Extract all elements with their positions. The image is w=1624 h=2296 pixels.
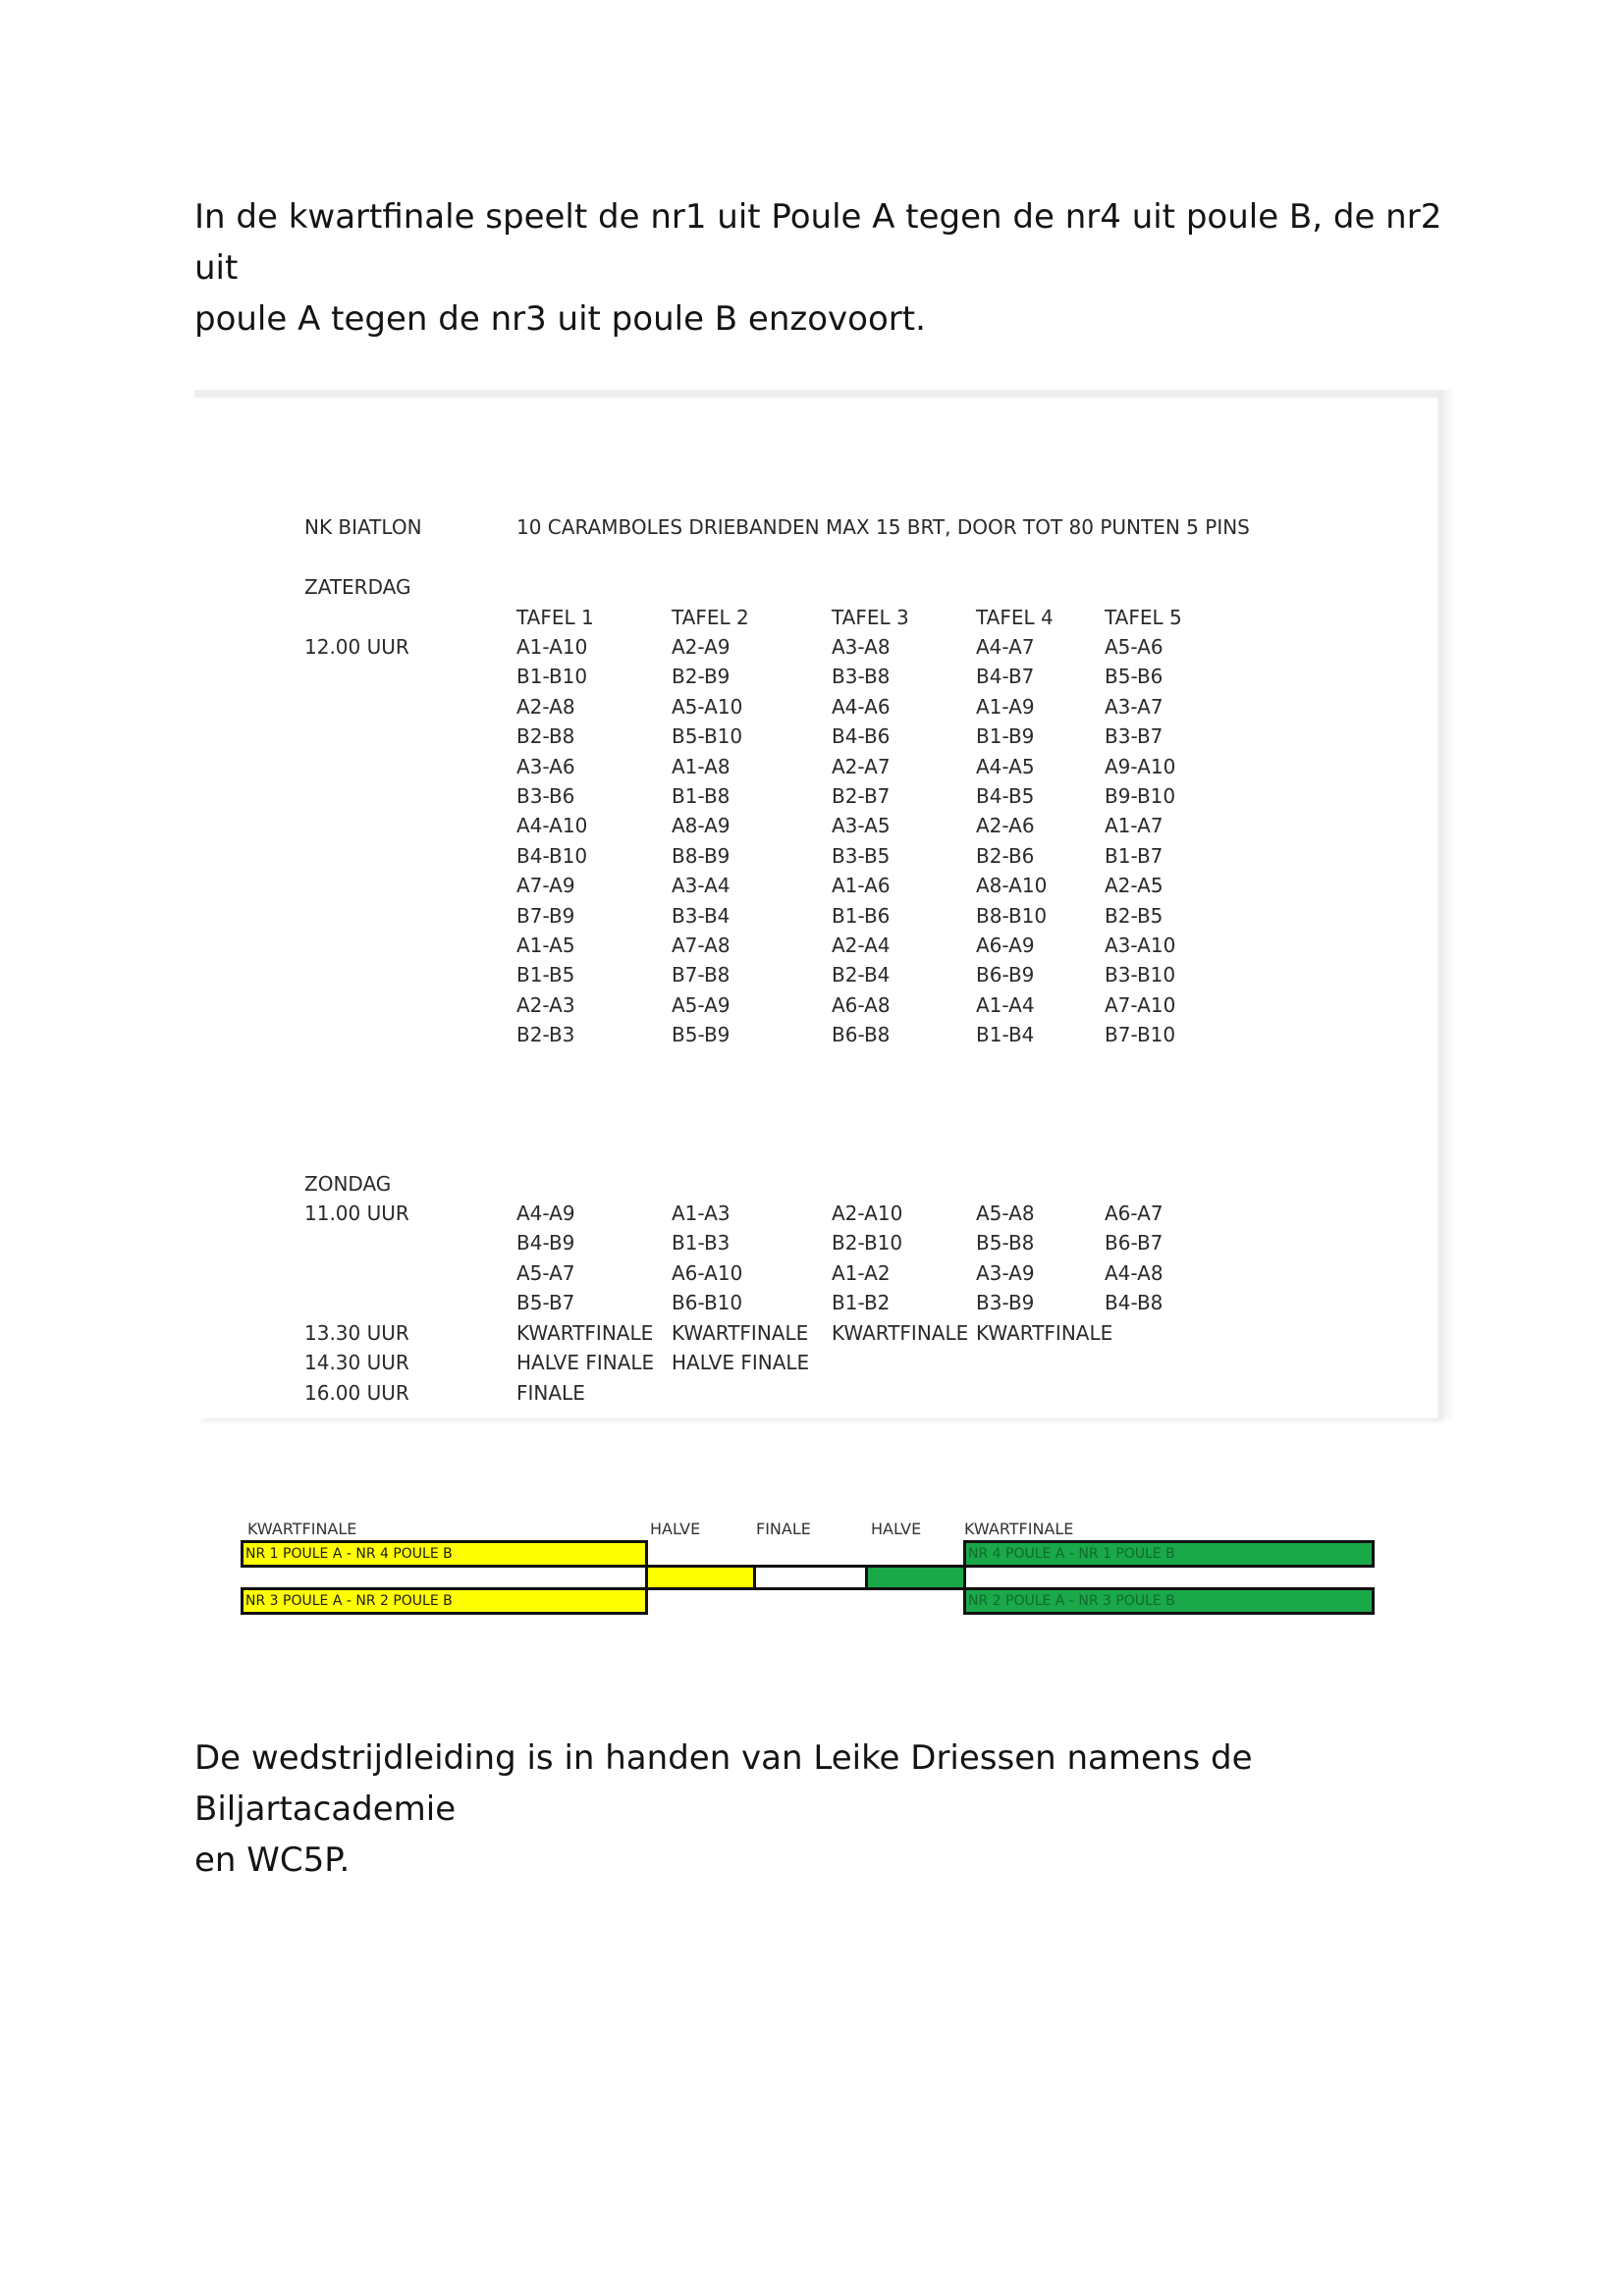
intro-line-2: poule A tegen de nr3 uit poule B enzovoort. [194,299,926,339]
schedule-title: NK BIATLON [304,515,422,539]
table-header-5: TAFEL 5 [1105,606,1182,629]
match-cell: B1-B3 [672,1231,731,1255]
match-cell: B4-B7 [976,665,1035,689]
match-cell: B4-B9 [516,1231,575,1255]
finals-time: 14.30 UUR [304,1351,409,1375]
match-cell: B3-B9 [976,1291,1035,1315]
finals-cell: KWARTFINALE [516,1321,654,1345]
match-cell: A5-A8 [976,1201,1035,1225]
match-cell: A3-A7 [1105,694,1164,719]
match-cell: A1-A6 [832,874,891,898]
bracket-final-slot [753,1565,868,1590]
match-cell: A6-A8 [832,992,891,1017]
match-cell: B4-B10 [516,843,588,868]
bracket-right-semifinal-slot [865,1565,966,1590]
intro-paragraph [194,191,1471,345]
match-cell: A4-A9 [516,1201,575,1225]
match-cell: A8-A9 [672,814,731,838]
match-cell: B1-B8 [672,784,731,808]
match-cell: B1-B6 [832,903,891,928]
table-header-2: TAFEL 2 [672,606,749,629]
finals-cell: HALVE FINALE [516,1351,655,1375]
match-cell: B3-B4 [672,903,731,928]
match-cell: A1-A9 [976,694,1035,719]
intro-line-1: In de kwartfinale speelt de nr1 uit Poule A tegen de nr4 uit poule B, de nr2 uit [194,197,1442,288]
match-cell: A8-A10 [976,874,1048,898]
match-cell: A9-A10 [1105,754,1176,778]
match-cell: B1-B4 [976,1023,1035,1047]
match-cell: B6-B10 [672,1291,743,1315]
match-cell: B3-B8 [832,665,891,689]
bracket-match-right-bottom-label: NR 2 POULE A - NR 3 POULE B [968,1593,1175,1609]
match-cell: B2-B8 [516,724,575,749]
match-cell: A2-A7 [832,754,891,778]
match-cell: A4-A7 [976,635,1035,659]
match-cell: A2-A5 [1105,874,1164,898]
match-cell: B4-B8 [1105,1291,1164,1315]
match-cell: A1-A7 [1105,814,1164,838]
match-cell: A2-A6 [976,814,1035,838]
finals-cell: FINALE [516,1380,585,1405]
bracket-match-left-bottom-label: NR 3 POULE A - NR 2 POULE B [245,1593,453,1609]
match-cell: A6-A10 [672,1260,743,1285]
match-cell: B2-B6 [976,843,1035,868]
bracket-match-left-top [241,1540,648,1568]
outro-line-2: en WC5P. [194,1841,351,1880]
saturday-time: 12.00 UUR [304,635,409,659]
schedule-subtitle: 10 CARAMBOLES DRIEBANDEN MAX 15 BRT, DOOR TOT 80 PUNTEN 5 PINS [516,515,1250,539]
match-cell: A3-A8 [832,635,891,659]
match-cell: A7-A10 [1105,992,1176,1017]
match-cell: A2-A8 [516,694,575,719]
bracket-match-left-bottom [241,1587,648,1615]
match-cell: A2-A4 [832,934,891,957]
day-saturday: ZATERDAG [304,575,411,599]
bracket-left-semifinal-slot [645,1565,756,1590]
match-cell: B4-B6 [832,724,891,749]
match-cell: B7-B10 [1105,1023,1176,1047]
match-cell: A4-A10 [516,814,588,838]
match-cell: A4-A6 [832,694,891,719]
match-cell: B2-B4 [832,963,891,988]
match-cell: B7-B8 [672,963,731,988]
outro-line-1: De wedstrijdleiding is in handen van Leike Driessen namens de Biljartacademie [194,1738,1253,1829]
match-cell: B2-B5 [1105,903,1164,928]
match-cell: A5-A7 [516,1260,575,1285]
bracket-match-left-top-label: NR 1 POULE A - NR 4 POULE B [245,1546,453,1562]
match-cell: B7-B9 [516,903,575,928]
match-cell: B5-B9 [672,1023,731,1047]
bracket-match-right-top [963,1540,1375,1568]
match-cell: A6-A7 [1105,1201,1164,1225]
match-cell: A7-A9 [516,874,575,898]
match-cell: B2-B3 [516,1023,575,1047]
match-cell: A5-A10 [672,694,743,719]
match-cell: B1-B9 [976,724,1035,749]
match-cell: A1-A5 [516,934,575,957]
match-cell: A4-A8 [1105,1260,1164,1285]
match-cell: A1-A4 [976,992,1035,1017]
match-cell: A5-A6 [1105,635,1164,659]
match-cell: A2-A10 [832,1201,903,1225]
bracket-header-final: FINALE [756,1520,811,1538]
match-cell: A3-A6 [516,754,575,778]
match-cell: A2-A3 [516,992,575,1017]
bracket-header-left-semifinal: HALVE [650,1520,701,1538]
bracket-match-right-top-label: NR 4 POULE A - NR 1 POULE B [968,1546,1175,1562]
finals-time: 13.30 UUR [304,1321,409,1345]
sunday-time: 11.00 UUR [304,1201,409,1225]
match-cell: B1-B10 [516,665,588,689]
finals-cell: KWARTFINALE [976,1321,1113,1345]
bracket-header-left-quarterfinal: KWARTFINALE [247,1520,357,1538]
match-cell: A4-A5 [976,754,1035,778]
match-cell: B1-B5 [516,963,575,988]
bracket-header-right-quarterfinal: KWARTFINALE [964,1520,1074,1538]
match-cell: B5-B8 [976,1231,1035,1255]
match-cell: B2-B10 [832,1231,903,1255]
match-cell: A6-A9 [976,934,1035,957]
match-cell: B5-B10 [672,724,743,749]
day-sunday: ZONDAG [304,1172,392,1196]
match-cell: A3-A4 [672,874,731,898]
finals-cell: KWARTFINALE [832,1321,969,1345]
finals-cell: HALVE FINALE [672,1351,810,1375]
match-cell: B8-B10 [976,903,1048,928]
match-cell: B8-B9 [672,843,731,868]
outro-paragraph [194,1733,1471,1886]
table-header-3: TAFEL 3 [832,606,909,629]
match-cell: B6-B9 [976,963,1035,988]
match-cell: B3-B6 [516,784,575,808]
match-cell: B1-B2 [832,1291,891,1315]
table-header-1: TAFEL 1 [516,606,594,629]
bracket-match-right-bottom [963,1587,1375,1615]
match-cell: B3-B10 [1105,963,1176,988]
table-header-4: TAFEL 4 [976,606,1054,629]
match-cell: B2-B7 [832,784,891,808]
bracket-header-right-semifinal: HALVE [871,1520,922,1538]
match-cell: B4-B5 [976,784,1035,808]
schedule-image [194,390,1439,1418]
finals-time: 16.00 UUR [304,1380,409,1405]
match-cell: B3-B5 [832,843,891,868]
match-cell: B3-B7 [1105,724,1164,749]
match-cell: A1-A10 [516,635,588,659]
match-cell: B6-B8 [832,1023,891,1047]
match-cell: B9-B10 [1105,784,1176,808]
match-cell: A2-A9 [672,635,731,659]
match-cell: B2-B9 [672,665,731,689]
match-cell: B5-B7 [516,1291,575,1315]
match-cell: A1-A3 [672,1201,731,1225]
match-cell: A5-A9 [672,992,731,1017]
match-cell: B6-B7 [1105,1231,1164,1255]
finals-cell: KWARTFINALE [672,1321,809,1345]
match-cell: A1-A8 [672,754,731,778]
match-cell: A7-A8 [672,934,731,957]
match-cell: A3-A10 [1105,934,1176,957]
match-cell: B1-B7 [1105,843,1164,868]
match-cell: A1-A2 [832,1260,891,1285]
match-cell: A3-A9 [976,1260,1035,1285]
match-cell: B5-B6 [1105,665,1164,689]
match-cell: A3-A5 [832,814,891,838]
